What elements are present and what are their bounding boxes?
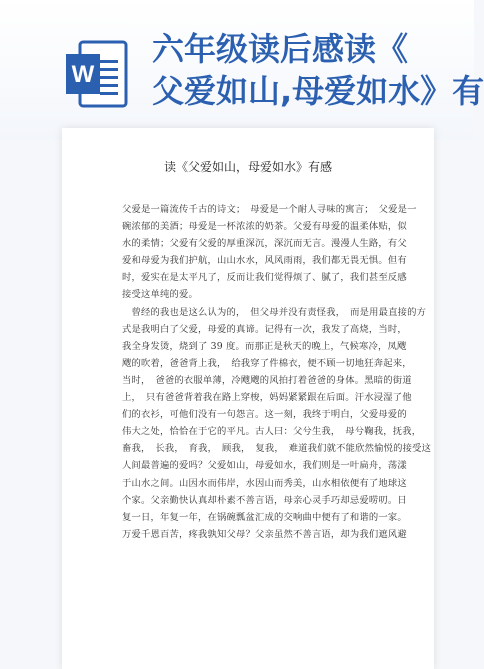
word-document-icon — [66, 40, 128, 108]
body-line: 们的衣衫，可他们没有一句怨言。这一刻，我终于明白，父爱母爱的 — [122, 409, 407, 421]
body-line: 水的柔情；父爱有父爱的厚重深沉，深沉而无言。漫漫人生路，有父 — [122, 238, 407, 250]
document-body — [122, 201, 432, 543]
document-page — [62, 128, 434, 669]
page-title — [152, 28, 482, 112]
body-line: 个家。父亲勤快认真却朴素不善言语，母亲心灵手巧却忌爱唠叨。日 — [122, 494, 407, 506]
header-banner — [0, 0, 484, 140]
body-line: 接受这单纯的爱。 — [122, 289, 198, 301]
body-line: 爱和母爱为我们护航，山山水水，风风雨雨，我们都无畏无惧。但有 — [122, 255, 407, 267]
body-line: 于山水之间。山因水而伟岸，水因山而秀美，山水相依便有了地球这 — [122, 477, 407, 489]
body-line: 复一日，年复一年，在锅碗瓢盆汇成的交响曲中便有了和谐的一家。 — [122, 511, 407, 523]
body-line: 我全身发烫，烧到了 39 度。而那正是秋天的晚上，气候寒冷，凤飕 — [122, 340, 407, 352]
title-line-2: 父爱如山,母爱如水》有 — [152, 72, 484, 110]
body-line: 飕的吹着，爸爸背上我， 给我穿了件棉衣，便不顾一切地狂奔起来， — [122, 357, 412, 369]
body-line: 当时， 爸爸的衣服单薄，冷飕飕的风拍打着爸爸的身体。黑暗的街道 — [122, 374, 412, 386]
body-line: 上， 只有爸爸背着我在路上穿梭，妈妈紧紧跟在后面。汗水浸湿了他 — [122, 392, 412, 404]
body-line: 人间最普遍的爱吗？父爱如山，母爱如水，我们则是一叶扁舟，荡漾 — [122, 460, 407, 472]
body-line: 式是我明白了父爱，母爱的真谛。记得有一次，我发了高烧，当时， — [122, 323, 407, 335]
body-line: 万爱千恩百苦，疼我孰知父母？父亲虽然不善言语，却为我们遮风避 — [122, 528, 407, 540]
body-line: 畜我， 长我， 育我， 顾我， 复我， 难道我们就不能欣然愉悦的接受这 — [122, 443, 432, 455]
body-line: 伟大之处，恰恰在于它的平凡。古人曰：父兮生我， 母兮鞠我，抚我， — [122, 426, 422, 438]
word-icon-letter: W — [71, 61, 95, 88]
body-line: 碗浓郁的美酒；母爱是一杯浓浓的奶茶。父爱有母爱的温柔体贴，似 — [122, 221, 407, 233]
title-line-1: 六年级读后感读《 — [152, 30, 409, 68]
body-line: 时，爱实在是太平凡了，反而让我们觉得烦了、腻了，我们甚至反感 — [122, 272, 407, 284]
body-line: 父爱是一篇流传千古的诗文； 母爱是一个耐人寻味的寓言； 父爱是一 — [122, 204, 417, 215]
body-line: 曾经的我也是这么认为的， 但父母并没有责怪我， 而是用最直接的方 — [122, 306, 427, 318]
document-title: 读《父爱如山，母爱如水》有感 — [163, 160, 332, 174]
